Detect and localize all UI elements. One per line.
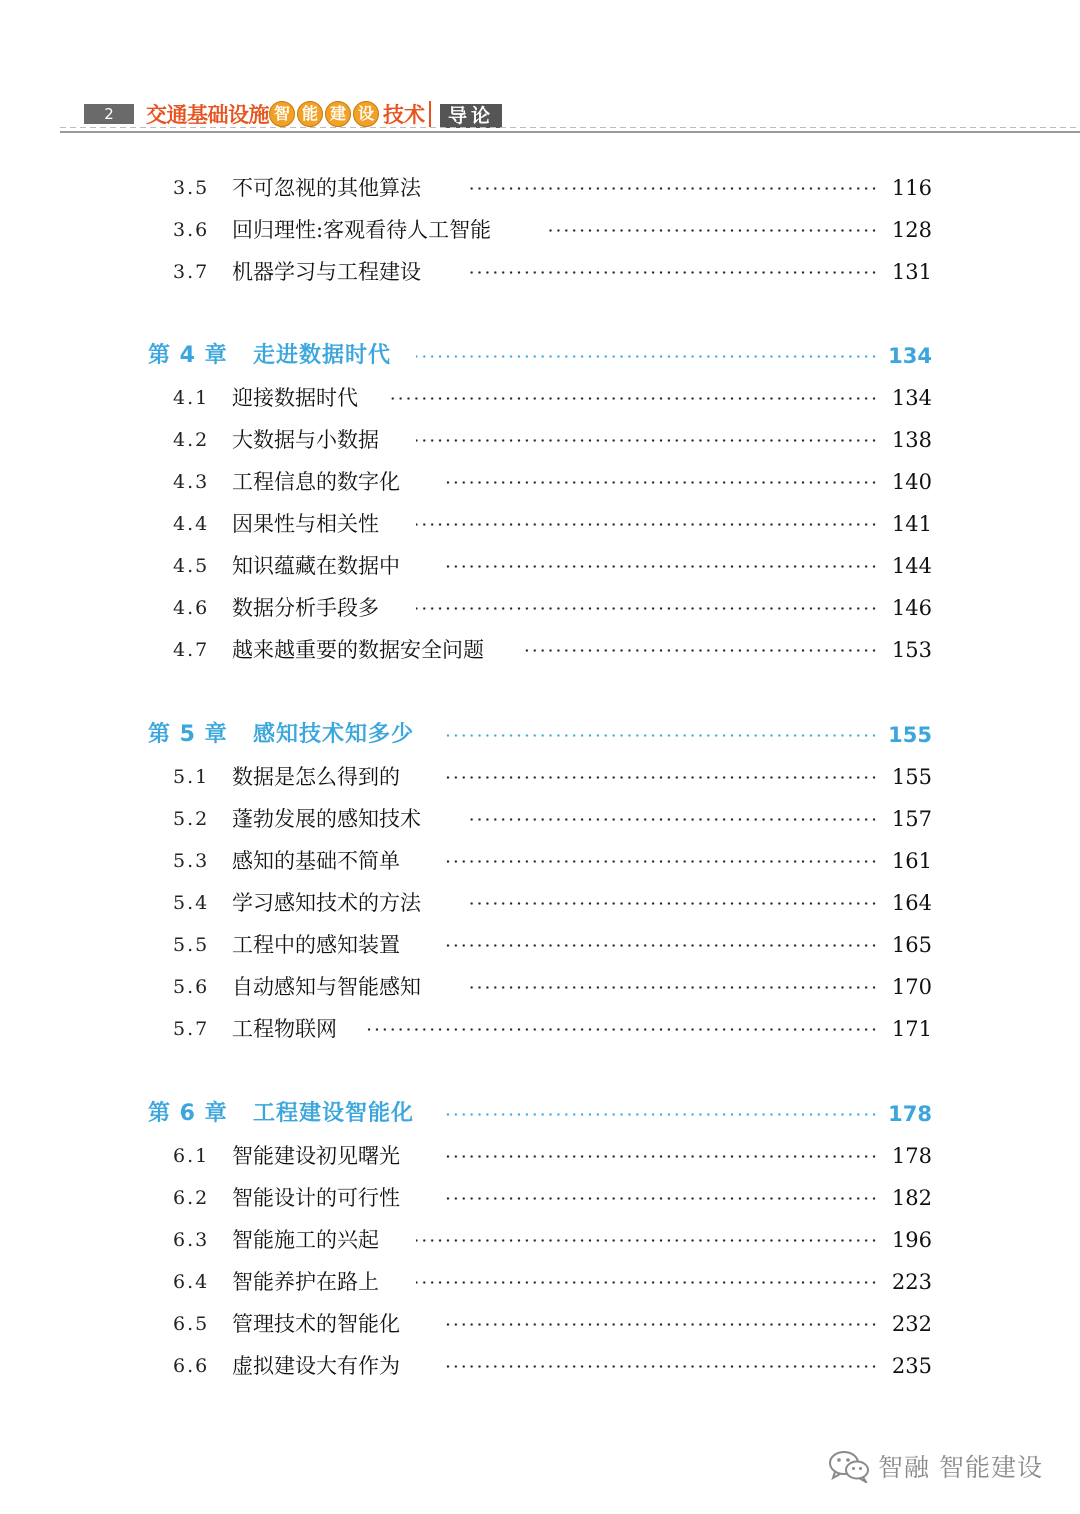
leader-dots <box>442 1197 878 1200</box>
leader-dots <box>442 776 878 779</box>
chapter-number: 第 5 章 <box>148 722 228 747</box>
section-title: 虚拟建设大有作为 <box>232 1354 400 1378</box>
section-number: 6.3 <box>173 1229 210 1251</box>
page-number-ref: 116 <box>891 176 932 200</box>
page-number-ref: 235 <box>891 1354 932 1378</box>
toc-section-row <box>0 927 1080 963</box>
section-number: 4.4 <box>173 513 210 535</box>
toc-section-row <box>0 590 1080 626</box>
leader-dots <box>442 481 878 484</box>
wechat-icon <box>828 1449 870 1483</box>
leader-dots <box>468 902 878 905</box>
leader-dots <box>468 187 878 190</box>
title-separator <box>429 101 431 127</box>
section-number: 5.3 <box>173 850 210 872</box>
toc-section-row <box>0 548 1080 584</box>
toc-section-row <box>0 801 1080 837</box>
page-number-ref: 196 <box>891 1228 932 1252</box>
section-number: 6.4 <box>173 1271 210 1293</box>
leader-dots <box>442 1365 878 1368</box>
book-title-bubble: 建 <box>325 101 351 127</box>
section-number: 4.6 <box>173 597 210 619</box>
section-title: 自动感知与智能感知 <box>232 975 421 999</box>
page-number-ref: 157 <box>891 807 932 831</box>
toc-chapter-row <box>0 338 1080 374</box>
toc-section-row <box>0 759 1080 795</box>
section-number: 5.4 <box>173 892 210 914</box>
section-number: 4.2 <box>173 429 210 451</box>
section-title: 学习感知技术的方法 <box>232 891 421 915</box>
toc-section-row <box>0 254 1080 290</box>
section-title: 回归理性:客观看待人工智能 <box>232 218 492 242</box>
leader-dots <box>442 860 878 863</box>
section-number: 4.3 <box>173 471 210 493</box>
section-title: 数据是怎么得到的 <box>232 765 400 789</box>
section-number: 5.7 <box>173 1018 210 1040</box>
section-number: 4.7 <box>173 639 210 661</box>
section-title: 越来越重要的数据安全问题 <box>232 638 484 662</box>
toc-section-row <box>0 1264 1080 1300</box>
leader-dots <box>416 1239 878 1242</box>
toc-section-row <box>0 969 1080 1005</box>
section-title: 不可忽视的其他算法 <box>232 176 421 200</box>
section-number: 5.1 <box>173 766 210 788</box>
section-title: 工程中的感知装置 <box>232 933 400 957</box>
page-number-ref: 131 <box>891 260 932 284</box>
header-rule <box>60 131 1080 133</box>
section-number: 3.5 <box>173 177 210 199</box>
leader-dots <box>468 271 878 274</box>
toc-section-row <box>0 1180 1080 1216</box>
section-title: 因果性与相关性 <box>232 512 379 536</box>
leader-dots <box>442 1113 878 1116</box>
book-title-part3: 技术 <box>383 103 425 127</box>
chapter-number: 第 4 章 <box>148 343 228 368</box>
page-number-ref: 134 <box>891 386 932 410</box>
leader-dots <box>416 523 878 526</box>
leader-dots <box>442 1155 878 1158</box>
section-title: 数据分析手段多 <box>232 596 379 620</box>
section-number: 3.6 <box>173 219 210 241</box>
leader-dots <box>468 818 878 821</box>
page-number-ref: 161 <box>891 849 932 873</box>
page-number-ref: 153 <box>891 638 932 662</box>
leader-dots <box>416 1281 878 1284</box>
toc-section-row <box>0 1222 1080 1258</box>
page-number-ref: 128 <box>891 218 932 242</box>
section-number: 6.2 <box>173 1187 210 1209</box>
section-number: 5.6 <box>173 976 210 998</box>
page-number-ref: 182 <box>891 1186 932 1210</box>
section-title: 智能施工的兴起 <box>232 1228 379 1252</box>
toc-section-row <box>0 1306 1080 1342</box>
watermark-text: 智融 智能建设 <box>878 1453 1043 1482</box>
toc-section-row <box>0 464 1080 500</box>
section-tag: 导论 <box>440 104 502 128</box>
page-number-ref: 155 <box>888 723 932 747</box>
header-dotted-rule <box>60 127 1080 128</box>
section-title: 工程信息的数字化 <box>232 470 400 494</box>
leader-dots <box>416 355 878 358</box>
page-number-ref: 170 <box>891 975 932 999</box>
page-number-ref: 144 <box>891 554 932 578</box>
leader-dots <box>442 734 878 737</box>
section-title: 管理技术的智能化 <box>232 1312 400 1336</box>
page-number-ref: 134 <box>888 344 932 368</box>
toc-section-row <box>0 843 1080 879</box>
section-number: 5.2 <box>173 808 210 830</box>
leader-dots <box>522 649 878 652</box>
toc-chapter-row <box>0 717 1080 753</box>
toc-section-row <box>0 1011 1080 1047</box>
chapter-title: 走进数据时代 <box>253 343 392 368</box>
section-title: 智能养护在路上 <box>232 1270 379 1294</box>
section-title: 知识蕴藏在数据中 <box>232 554 400 578</box>
toc-section-row <box>0 422 1080 458</box>
section-number: 4.5 <box>173 555 210 577</box>
page-number: 2 <box>84 104 134 124</box>
chapter-number: 第 6 章 <box>148 1101 228 1126</box>
book-title-bubble: 能 <box>297 101 323 127</box>
page-number-ref: 146 <box>891 596 932 620</box>
section-title: 智能建设初见曙光 <box>232 1144 400 1168</box>
page-number-ref: 140 <box>891 470 932 494</box>
leader-dots <box>442 944 878 947</box>
toc-chapter-row <box>0 1096 1080 1132</box>
chapter-title: 感知技术知多少 <box>253 722 415 747</box>
section-number: 4.1 <box>173 387 210 409</box>
chapter-title: 工程建设智能化 <box>253 1101 415 1126</box>
section-title: 工程物联网 <box>232 1017 337 1041</box>
page-number-ref: 171 <box>891 1017 932 1041</box>
book-title-bubble: 设 <box>353 101 379 127</box>
book-title-part1: 交通基础设施 <box>146 103 269 127</box>
section-number: 6.5 <box>173 1313 210 1335</box>
leader-dots <box>416 607 878 610</box>
section-title: 智能设计的可行性 <box>232 1186 400 1210</box>
page-number-ref: 164 <box>891 891 932 915</box>
section-title: 感知的基础不简单 <box>232 849 400 873</box>
page-number-ref: 138 <box>891 428 932 452</box>
leader-dots <box>442 565 878 568</box>
section-number: 5.5 <box>173 934 210 956</box>
section-number: 3.7 <box>173 261 210 283</box>
toc-section-row <box>0 1348 1080 1384</box>
section-title: 蓬勃发展的感知技术 <box>232 807 421 831</box>
toc-section-row <box>0 170 1080 206</box>
page-header <box>0 0 1080 140</box>
page-number-ref: 178 <box>888 1102 932 1126</box>
page-number-ref: 155 <box>891 765 932 789</box>
leader-dots <box>364 1028 878 1031</box>
leader-dots <box>545 229 878 232</box>
page-number-ref: 223 <box>891 1270 932 1294</box>
toc-section-row <box>0 380 1080 416</box>
section-title: 迎接数据时代 <box>232 386 358 410</box>
page-number-ref: 178 <box>891 1144 932 1168</box>
watermark <box>828 1446 1043 1486</box>
page-number-ref: 232 <box>891 1312 932 1336</box>
leader-dots <box>416 439 878 442</box>
leader-dots <box>468 986 878 989</box>
section-number: 6.6 <box>173 1355 210 1377</box>
book-title <box>146 100 435 128</box>
book-title-bubble: 智 <box>269 101 295 127</box>
toc-section-row <box>0 632 1080 668</box>
section-number: 6.1 <box>173 1145 210 1167</box>
toc-section-row <box>0 506 1080 542</box>
toc-section-row <box>0 885 1080 921</box>
section-title: 机器学习与工程建设 <box>232 260 421 284</box>
leader-dots <box>442 1323 878 1326</box>
leader-dots <box>390 397 878 400</box>
page-number-ref: 165 <box>891 933 932 957</box>
section-title: 大数据与小数据 <box>232 428 379 452</box>
toc-section-row <box>0 212 1080 248</box>
toc-section-row <box>0 1138 1080 1174</box>
page-number-ref: 141 <box>891 512 932 536</box>
